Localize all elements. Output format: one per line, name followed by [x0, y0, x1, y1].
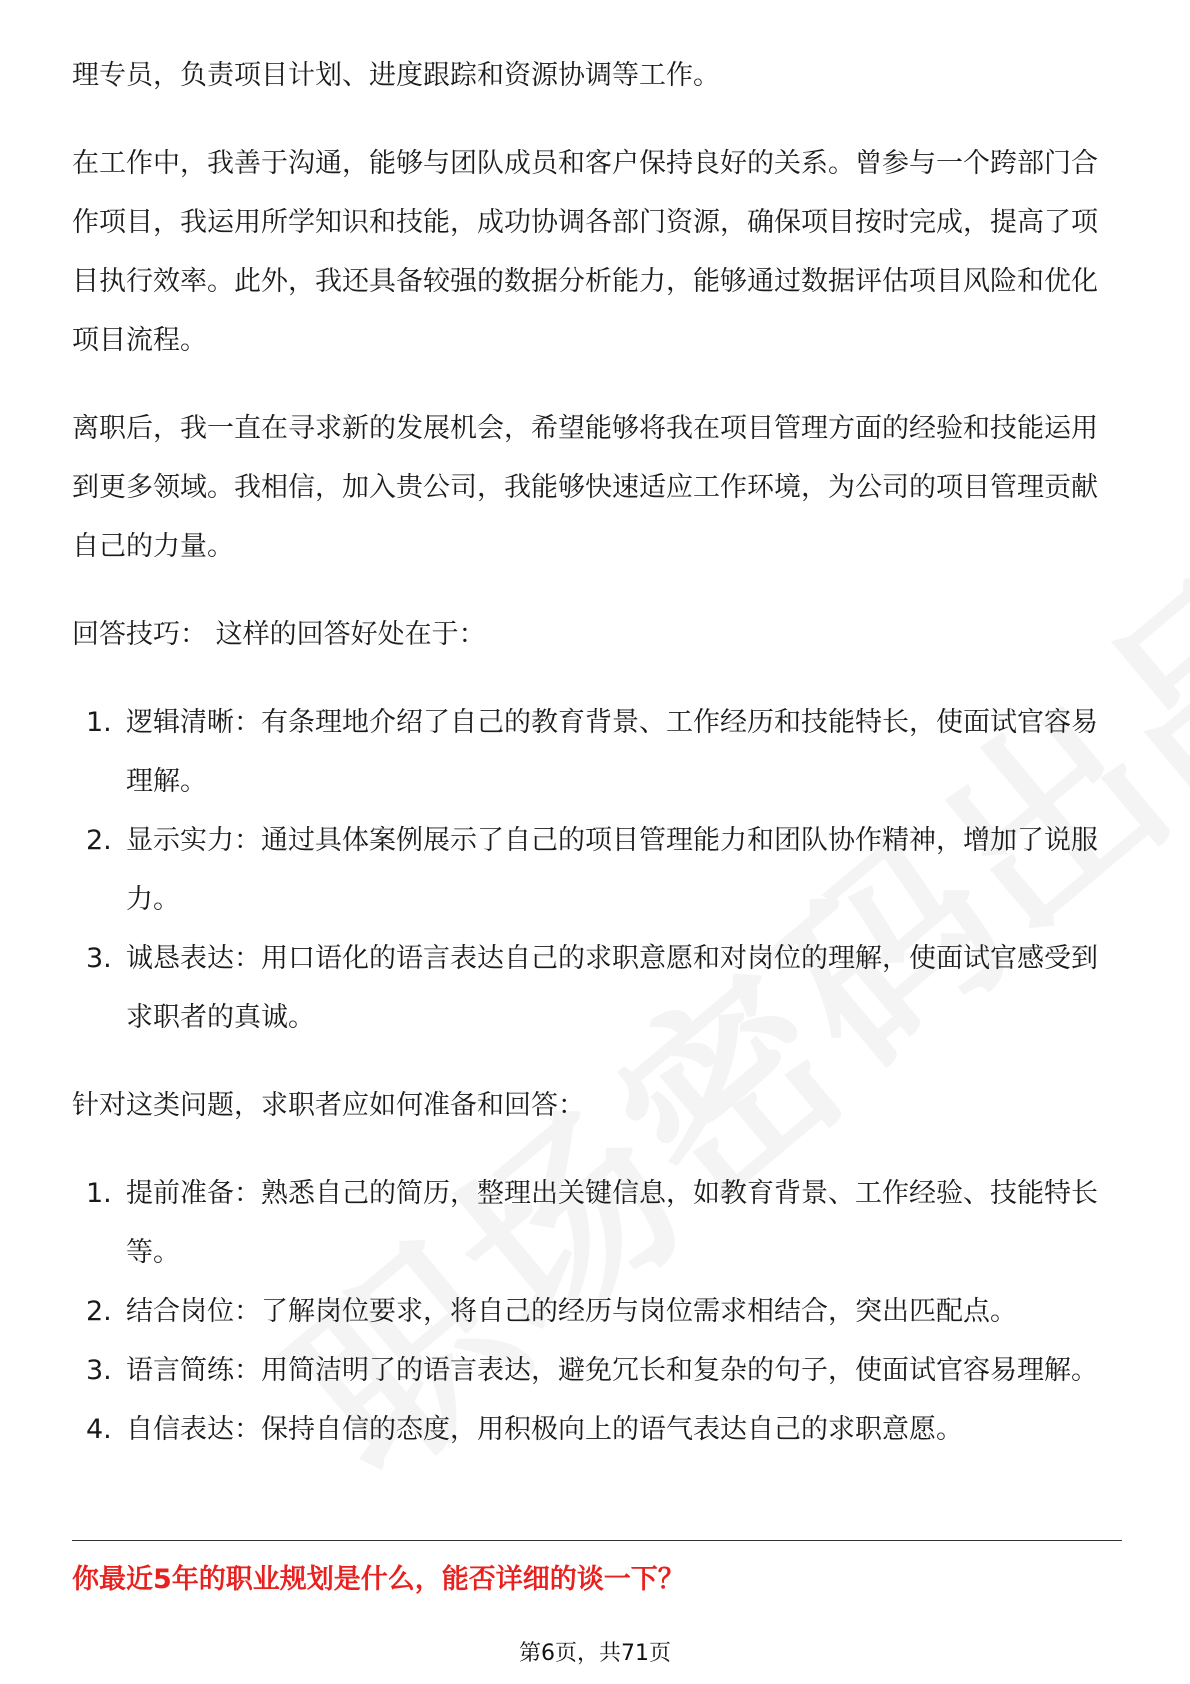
list-item: 1. 提前准备：熟悉自己的简历，整理出关键信息，如教育背景、工作经验、技能特长等。 [86, 1178, 1098, 1268]
preparation-list [72, 1164, 1122, 1459]
page-number: 第6页，共71页 [519, 1641, 671, 1666]
list-item: 4. 自信表达：保持自信的态度，用积极向上的语气表达自己的求职意愿。 [86, 1414, 963, 1445]
paragraph-work-experience: 在工作中，我善于沟通，能够与团队成员和客户保持良好的关系。曾参与一个跨部门合作项目，我运用所学知识和技能，成功协调各部门资源，确保项目按时完成，提高了项目执行效率。此外，我还具备较强的数据分析能力，能够通过数据评估项目风险和优化项目流程。 [72, 148, 1098, 356]
preparation-heading: 针对这类问题，求职者应如何准备和回答： [72, 1090, 585, 1121]
list-item: 2. 显示实力：通过具体案例展示了自己的项目管理能力和团队协作精神，增加了说服力。 [86, 825, 1098, 915]
list-item: 1. 逻辑清晰：有条理地介绍了自己的教育背景、工作经历和技能特长，使面试官容易理解。 [86, 707, 1098, 797]
paragraph-continuation: 理专员，负责项目计划、进度跟踪和资源协调等工作。 [72, 60, 720, 91]
paragraph-after-resignation: 离职后，我一直在寻求新的发展机会，希望能够将我在项目管理方面的经验和技能运用到更多领域。我相信，加入贵公司，我能够快速适应工作环境，为公司的项目管理贡献自己的力量。 [72, 413, 1098, 562]
list-item: 2. 结合岗位：了解岗位要求，将自己的经历与岗位需求相结合，突出匹配点。 [86, 1296, 1017, 1327]
list-item: 3. 语言简练：用简洁明了的语言表达，避免冗长和复杂的句子，使面试官容易理解。 [86, 1355, 1098, 1386]
next-question-title: 你最近5年的职业规划是什么，能否详细的谈一下？ [72, 1564, 685, 1595]
answer-tips-list [72, 693, 1122, 1047]
document-body [72, 46, 1122, 1459]
divider [72, 1540, 1122, 1541]
list-item: 3. 诚恳表达：用口语化的语言表达自己的求职意愿和对岗位的理解，使面试官感受到求职者的真诚。 [86, 943, 1098, 1033]
answer-tips-heading: 回答技巧： 这样的回答好处在于： [72, 619, 486, 650]
